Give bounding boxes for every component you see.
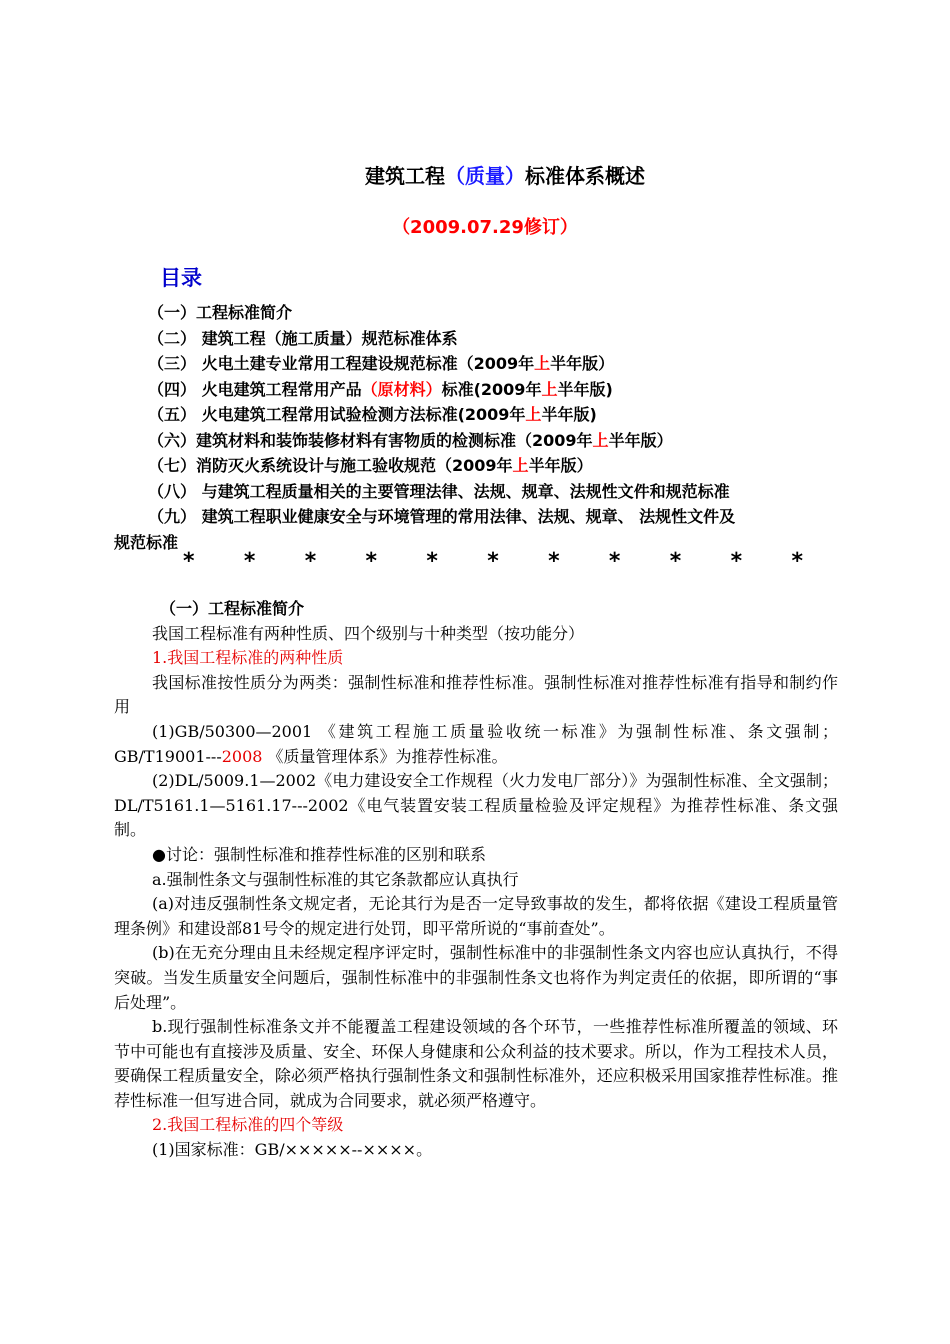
star: *: [669, 549, 682, 574]
toc-item: [148, 351, 848, 377]
title-part-1: 建筑工程: [365, 164, 445, 188]
star: *: [243, 549, 256, 574]
toc-item-text: （六）建筑材料和装饰装修材料有害物质的检测标准（2009年: [148, 430, 593, 450]
paragraph: a.强制性条文与强制性标准的其它条款都应认真执行: [152, 869, 519, 889]
title-part-3: 标准体系概述: [525, 164, 645, 188]
toc-item-continuation: 规范标准: [114, 532, 179, 552]
toc-item-text: （三） 火电土建专业常用工程建设规范标准（2009年: [148, 354, 535, 373]
subsection-heading: 1.我国工程标准的两种性质: [152, 648, 344, 668]
toc-item-text-end: 半年版）: [608, 430, 673, 450]
paragraph: (2)DL/5009.1—2002《电力建设安全工作规程（火力发电厂部分）》为强制性标准、全文强制； DL/T5161.1—5161.17---2002《电气装置安装工程质量检验及评定规程》为推荐性标准、条文强制。: [114, 771, 838, 840]
toc-item-text: （五） 火电建筑工程常用试验检测方法标准(2009年: [148, 405, 526, 424]
star: *: [608, 549, 621, 574]
toc-item-highlight: 上: [592, 430, 609, 450]
toc-item: [148, 504, 848, 530]
toc-item-text: （八） 与建筑工程质量相关的主要管理法律、法规、规章、法规性文件和规范标准: [148, 481, 730, 501]
toc-item: [148, 326, 848, 352]
star: *: [304, 549, 317, 574]
toc-item-text: （七）消防灭火系统设计与施工验收规范（2009年: [148, 456, 513, 475]
toc-item-text-end: 半年版): [541, 405, 597, 424]
toc-item: [148, 402, 848, 428]
toc-item-text-end: 半年版）: [550, 354, 615, 373]
toc-item: [148, 377, 848, 403]
toc-item-text: （一）工程标准简介: [148, 303, 293, 322]
toc-item-text: （二） 建筑工程（施工质量）规范标准体系: [148, 328, 458, 348]
paragraph: 我国标准按性质分为两类：强制性标准和推荐性标准。强制性标准对推荐性标准有指导和制约作用: [114, 672, 838, 717]
toc-item: [148, 428, 848, 454]
star: *: [183, 549, 195, 574]
toc-item-text-mid: 标准(2009年: [441, 379, 542, 399]
document-body: [114, 597, 838, 1163]
paragraph: 我国工程标准有两种性质、四个级别与十种类型（按功能分）: [152, 623, 585, 643]
subsection-heading: 2.我国工程标准的四个等级: [152, 1115, 344, 1135]
star: *: [548, 549, 560, 574]
paragraph: ●讨论：强制性标准和推荐性标准的区别和联系: [152, 844, 486, 864]
paragraph: (1)国家标准：GB/×××××--××××。: [152, 1140, 433, 1160]
toc-item-highlight: 上: [534, 354, 551, 373]
paragraph: (a)对违反强制性条文规定者，无论其行为是否一定导致事故的发生，都将依据《建设工程质量管理条例》和建设部81号令的规定进行处罚，即平常所说的“事前查处”。: [114, 894, 838, 938]
star-separator: [183, 549, 803, 574]
star: *: [365, 549, 378, 574]
toc-item-highlight: 上: [512, 456, 529, 475]
star: *: [791, 549, 803, 574]
toc-item-highlight: 上: [525, 405, 542, 424]
paragraph: b.现行强制性标准条文并不能覆盖工程建设领域的各个环节，一些推荐性标准所覆盖的领域、环节中可能也有直接涉及质量、安全、环保人身健康和公众利益的技术要求。所以，作为工程技术人员，要确保工程质量安全，除必须严格执行强制性条文和强制性标准外，还应积极采用国家推荐性标准。推荐性标准一但写进合同，就成为合同要求，就必须严格遵守。: [114, 1017, 838, 1110]
paragraph: (b)在无充分理由且未经规定程序评定时，强制性标准中的非强制性条文内容也应认真执行，不得突破。当发生质量安全问题后，强制性标准中的非强制性条文也将作为判定责任的依据，即所谓的“事后处理”。: [114, 943, 838, 1012]
document-title: [0, 160, 950, 189]
toc-item: [148, 479, 848, 505]
section-title: （一）工程标准简介: [160, 599, 305, 618]
paragraph-text: (1)GB/50300—2001 《建筑工程施工质量验收统一标准》为强制性标准、条文强制； GB/T19001---: [114, 721, 838, 766]
star: *: [426, 549, 438, 574]
toc-item-text: （九） 建筑工程职业健康安全与环境管理的常用法律、法规、规章、 法规性文件及: [148, 507, 736, 526]
star: *: [487, 549, 499, 574]
table-of-contents: [114, 300, 848, 555]
paragraph: [114, 720, 838, 769]
toc-item-text: （四） 火电建筑工程常用产品: [148, 379, 362, 399]
toc-item-highlight: （原材料）: [361, 379, 442, 399]
toc-item: [148, 300, 848, 326]
toc-item: [148, 453, 848, 479]
toc-item-text-end: 半年版): [557, 379, 613, 399]
toc-item-highlight: 上: [541, 379, 558, 399]
revision-date: （2009.07.29修订）: [392, 217, 578, 238]
toc-item-text-end: 半年版）: [528, 456, 593, 475]
star: *: [730, 549, 743, 574]
title-part-2: （质量）: [445, 164, 525, 188]
paragraph-text: 《质量管理体系》为推荐性标准。: [262, 746, 508, 766]
highlight-year: 2008: [221, 746, 263, 766]
toc-heading: 目录: [160, 266, 202, 290]
